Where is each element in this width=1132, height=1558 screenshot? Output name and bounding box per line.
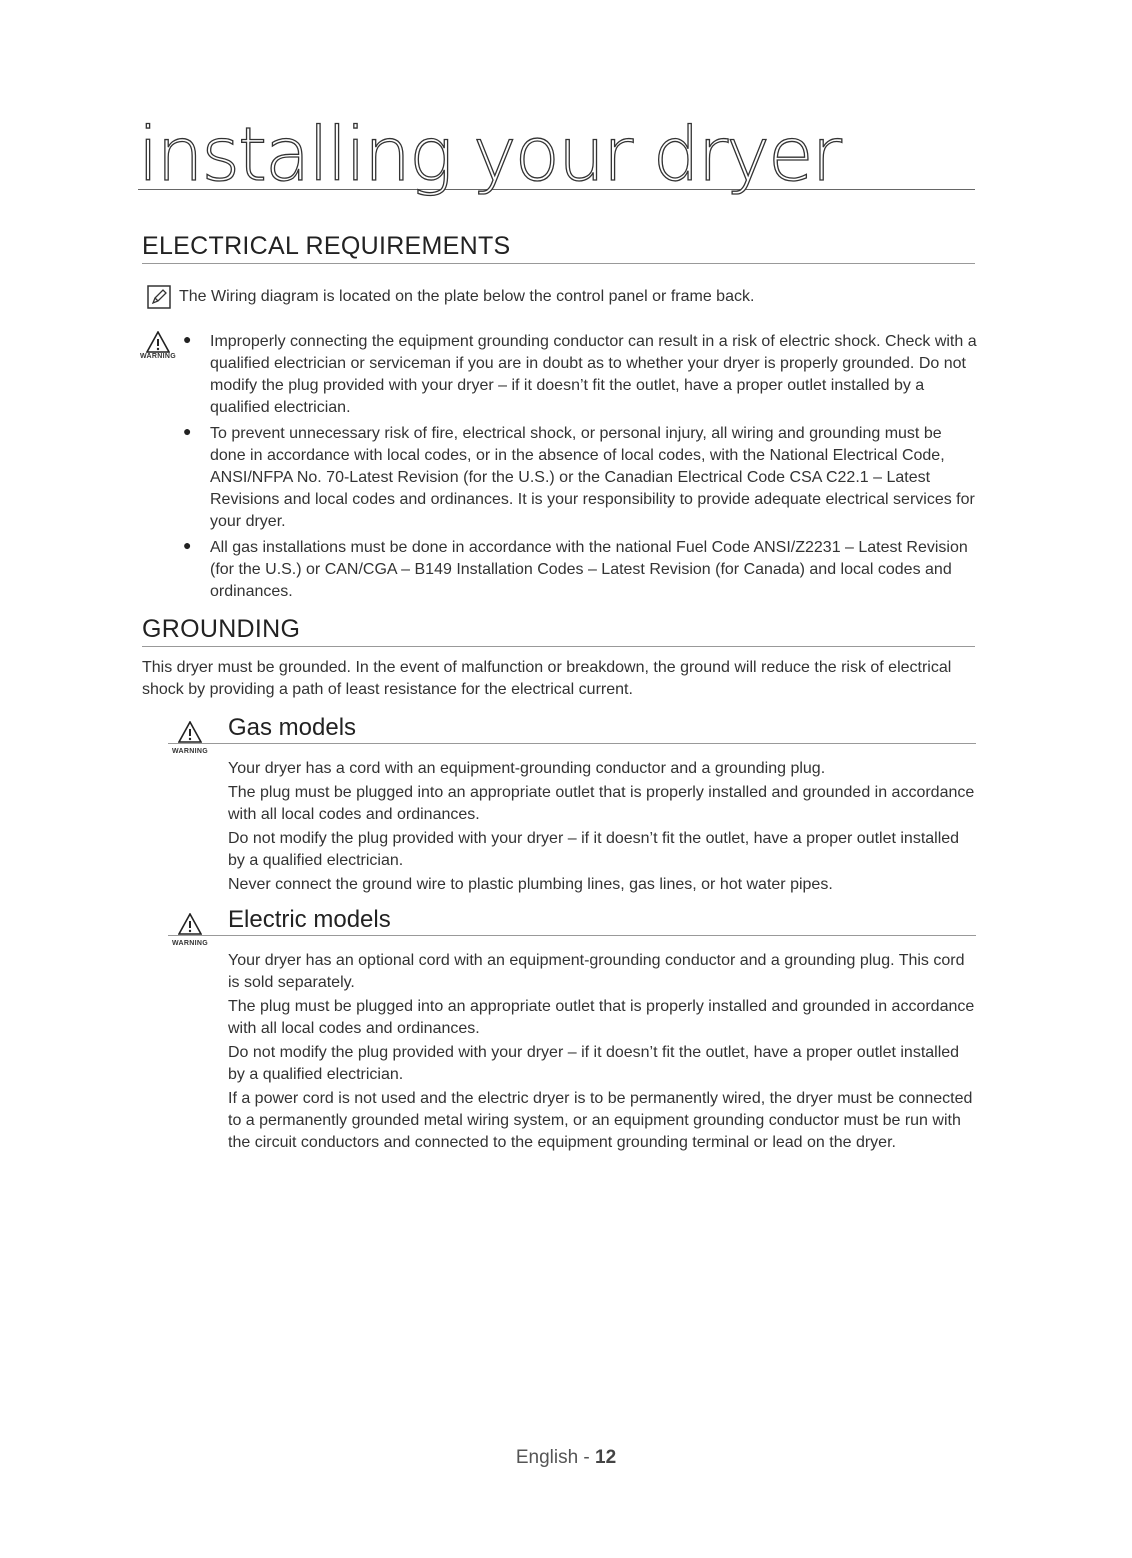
- paragraph: Do not modify the plug provided with your dryer – if it doesn’t fit the outlet, have a proper outlet installed by a qualified electrician.: [228, 1044, 960, 1083]
- electric-models-title: Electric models: [228, 906, 391, 933]
- warning-icon: [146, 331, 170, 353]
- electric-warning-icon-wrap: [168, 913, 212, 947]
- bullet-text: Improperly connecting the equipment grounding conductor can result in a risk of electric shock. Check with a qualified electrician or serviceman if you are in doubt as to whether your dryer is properly grounded. Do not modify the plug provided with your dryer – if it doesn’t fit the outlet, have a proper outlet installed by a qualified electrician.: [210, 333, 977, 416]
- electrical-requirements-heading: ELECTRICAL REQUIREMENTS: [142, 232, 975, 264]
- warning-icon: [178, 721, 202, 743]
- paragraph: The plug must be plugged into an appropriate outlet that is properly installed and grounded in accordance with all local codes and ordinances.: [228, 998, 975, 1037]
- gas-models-title: Gas models: [228, 714, 357, 741]
- electric-models-block: [168, 906, 976, 1156]
- warning-label: WARNING: [140, 353, 176, 360]
- electric-models-body: [228, 950, 976, 1154]
- wiring-note: The Wiring diagram is located on the plate below the control panel or frame back.: [179, 288, 755, 305]
- footer-language: English -: [515, 1447, 596, 1468]
- gas-models-body: [228, 758, 976, 896]
- page-footer: [0, 1447, 1132, 1469]
- warning-bullets: [183, 331, 978, 607]
- warning-icon: [178, 913, 202, 935]
- warning-icon-wrap: [138, 331, 178, 360]
- warning-label: WARNING: [172, 940, 208, 947]
- gas-warning-icon-wrap: [168, 721, 212, 755]
- list-item: ● To prevent unnecessary risk of fire, electrical shock, or personal injury, all wiring and grounding must be done in accordance with local codes, or in the absence of local codes, with the National Electrical Code, ANSI/NFPA No. 70-Latest Revision (for the U.S.) or the Canadian Electrical Code CSA C22.1 – Latest Revisions and local codes and ordinances. It is your responsibility to provide adequate electrical services for your dryer.: [183, 423, 978, 533]
- electric-models-header: [168, 906, 976, 947]
- gas-models-header: [168, 714, 976, 755]
- grounding-heading: GROUNDING: [142, 615, 975, 647]
- list-item: ● All gas installations must be done in accordance with the national Fuel Code ANSI/Z2231 – Latest Revision (for the U.S.) or CAN/CGA – B149 Installation Codes – Latest Revision (for Canada) and local codes and ordinances.: [183, 537, 978, 603]
- list-item: ● Improperly connecting the equipment grounding conductor can result in a risk of electric shock. Check with a qualified electrician or serviceman if you are in doubt as to whether your dryer is properly grounded. Do not modify the plug provided with your dryer – if it doesn’t fit the outlet, have a proper outlet installed by a qualified electrician.: [183, 331, 978, 419]
- paragraph: Your dryer has a cord with an equipment-grounding conductor and a grounding plug.: [228, 760, 826, 777]
- page-number: 12: [595, 1447, 617, 1468]
- warning-label: WARNING: [172, 748, 208, 755]
- paragraph: Your dryer has an optional cord with an equipment-grounding conductor and a grounding plug. This cord is sold separately.: [228, 952, 965, 991]
- paragraph: Never connect the ground wire to plastic plumbing lines, gas lines, or hot water pipes.: [228, 876, 833, 893]
- note-icon: [147, 285, 171, 309]
- bullet-text: All gas installations must be done in accordance with the national Fuel Code ANSI/Z2231 – Latest Revision (for the U.S.) or CAN/CGA – B149 Installation Codes – Latest Revision (for Canada) and local codes and ordinances.: [210, 539, 968, 600]
- bullet-text: To prevent unnecessary risk of fire, electrical shock, or personal injury, all wiring and grounding must be done in accordance with local codes, or in the absence of local codes, with the National Electrical Code, ANSI/NFPA No. 70-Latest Revision (for the U.S.) or the Canadian Electrical Code CSA C22.1 – Latest Revisions and local codes and ordinances. It is your responsibility to provide adequate electrical services for your dryer.: [210, 425, 975, 530]
- paragraph: If a power cord is not used and the electric dryer is to be permanently wired, the dryer must be connected to a permanently grounded metal wiring system, or an equipment grounding conductor must be run with the circuit conductors and connected to the equipment grounding terminal or lead on the dryer.: [228, 1090, 973, 1151]
- gas-models-block: [168, 714, 976, 898]
- paragraph: Do not modify the plug provided with your dryer – if it doesn’t fit the outlet, have a proper outlet installed by a qualified electrician.: [228, 830, 960, 869]
- page-title: installing your dryer: [138, 118, 975, 190]
- grounding-intro: This dryer must be grounded. In the event of malfunction or breakdown, the ground will reduce the risk of electrical shock by providing a path of least resistance for the electrical current.: [142, 659, 952, 698]
- note-row: [147, 285, 977, 309]
- paragraph: The plug must be plugged into an appropriate outlet that is properly installed and grounded in accordance with all local codes and ordinances.: [228, 784, 975, 823]
